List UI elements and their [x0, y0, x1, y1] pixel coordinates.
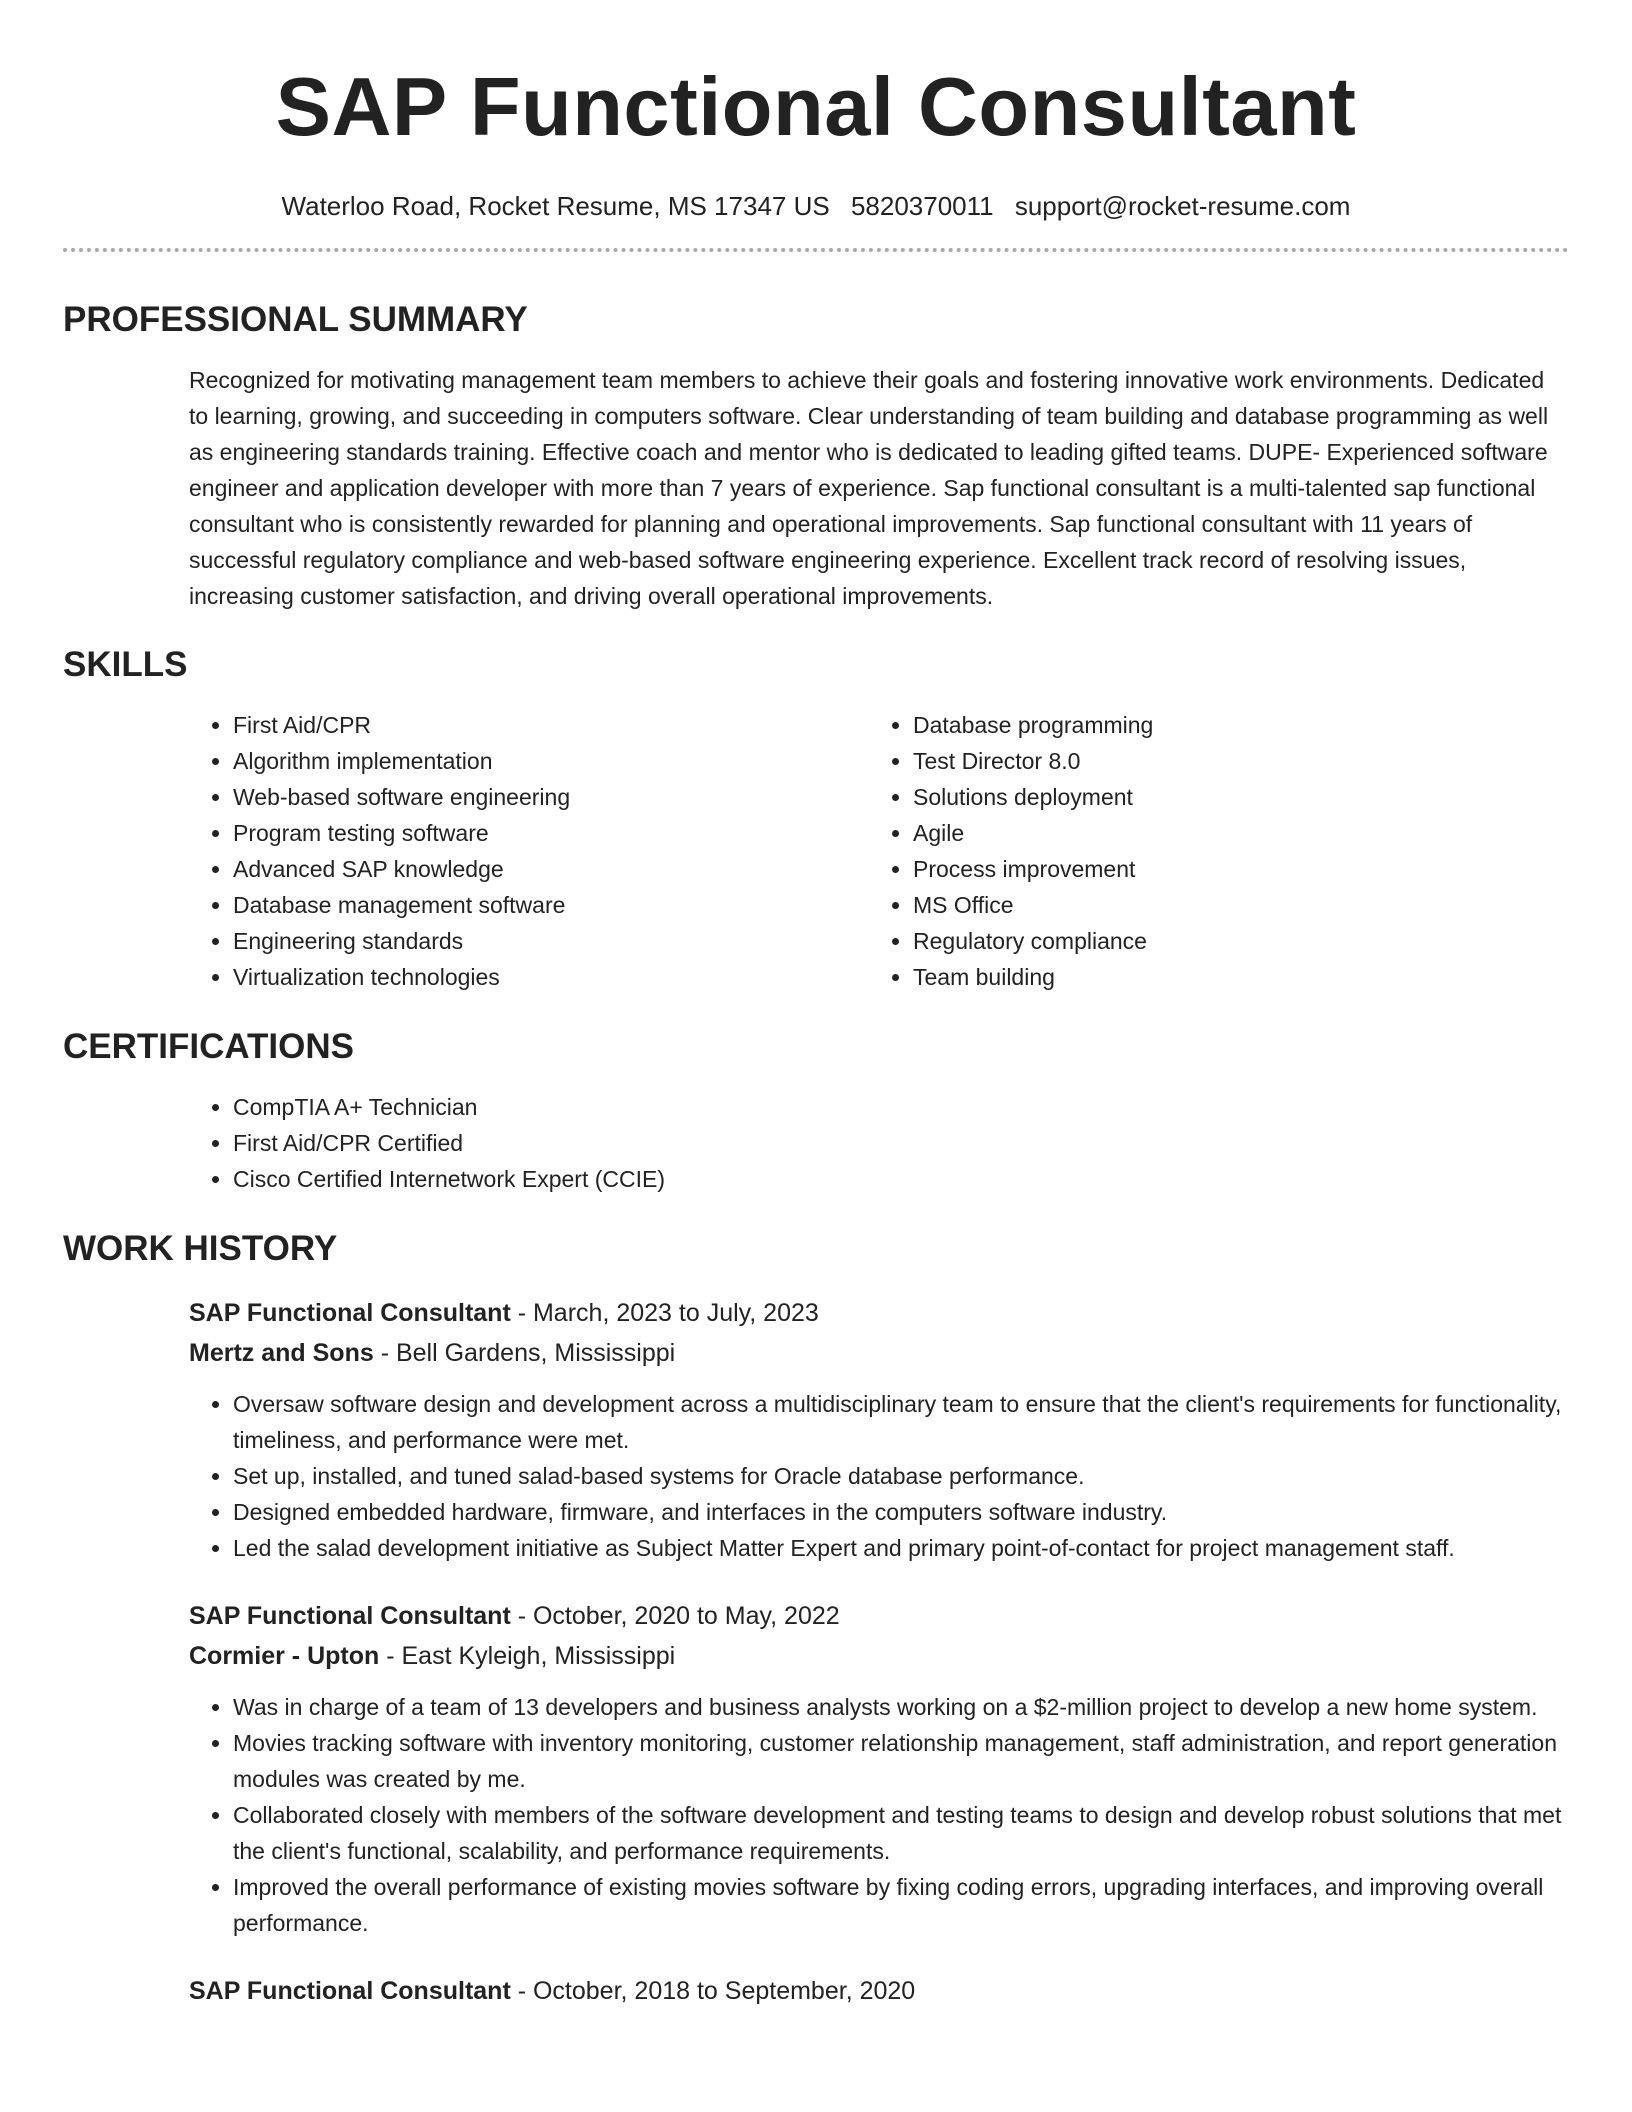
skill-item: • Database management software — [233, 887, 869, 923]
contact-email: support@rocket-resume.com — [1014, 191, 1351, 221]
summary-text: Recognized for motivating management team members to achieve their goals and fostering innovative work environments. Dedicated to learning, growing, and succeeding in computers software. Clear understanding of team building and database programming as well as engineering standards training. Effective coach and mentor who is dedicated to leading gifted teams. DUPE- Experienced software engineer and application developer with more than 7 years of experience. Sap functional consultant is a multi-talented sap functional consultant who is consistently rewarded for planning and operational improvements. Sap functional consultant with 11 years of successful regulatory compliance and web-based software engineering experience. Excellent track record of resolving issues, increasing customer satisfaction, and driving overall operational improvements. — [189, 367, 1549, 609]
skill-item: • Agile — [913, 815, 1513, 851]
certifications-list — [189, 1089, 1632, 1197]
skill-item: • MS Office — [913, 887, 1513, 923]
job-dates: - October, 2018 to September, 2020 — [510, 1977, 916, 2005]
job-bullets — [189, 1689, 1569, 1941]
skills-list — [189, 707, 1632, 995]
skills-column-left — [189, 707, 869, 995]
skill-item: • Solutions deployment — [913, 779, 1513, 815]
skill-item: • Virtualization technologies — [233, 959, 869, 995]
job-company-line — [189, 1333, 1569, 1373]
job-bullet: • Designed embedded hardware, firmware, and interfaces in the computers software industry. — [233, 1494, 1569, 1530]
job-location: - East Kyleigh, Mississippi — [379, 1642, 676, 1670]
work-history-heading: WORK HISTORY — [63, 1229, 338, 1268]
skill-item: • Engineering standards — [233, 923, 869, 959]
contact-phone: 5820370011 — [850, 191, 994, 221]
skill-item: • Web-based software engineering — [233, 779, 869, 815]
job-dates: - March, 2023 to July, 2023 — [510, 1299, 819, 1327]
job-entry — [189, 1596, 1569, 1941]
job-title-line — [189, 1293, 1569, 1333]
skill-item: • Database programming — [913, 707, 1513, 743]
job-company-line — [189, 1636, 1569, 1676]
job-company: Mertz and Sons — [189, 1339, 374, 1367]
job-title-line — [189, 1596, 1569, 1636]
certification-item: • First Aid/CPR Certified — [233, 1125, 1632, 1161]
job-location: - Bell Gardens, Mississippi — [373, 1339, 676, 1367]
skills-heading: SKILLS — [63, 645, 188, 684]
skill-item: • Algorithm implementation — [233, 743, 869, 779]
job-role: SAP Functional Consultant — [189, 1602, 511, 1630]
certification-item: • Cisco Certified Internetwork Expert (CCIE) — [233, 1161, 1632, 1197]
skill-item: • Regulatory compliance — [913, 923, 1513, 959]
skill-item: • Advanced SAP knowledge — [233, 851, 869, 887]
job-company: Cormier - Upton — [189, 1642, 380, 1670]
job-bullet: • Led the salad development initiative as Subject Matter Expert and primary point-of-contact for project management staff. — [233, 1530, 1569, 1566]
skill-item: • First Aid/CPR — [233, 707, 869, 743]
skill-item: • Team building — [913, 959, 1513, 995]
summary-heading: PROFESSIONAL SUMMARY — [63, 300, 528, 339]
skills-column-right — [869, 707, 1513, 995]
certifications-heading: CERTIFICATIONS — [63, 1027, 355, 1066]
job-title-line — [189, 1971, 1569, 2011]
contact-line — [0, 186, 1632, 226]
skill-item: • Program testing software — [233, 815, 869, 851]
job-bullets — [189, 1386, 1569, 1566]
skill-item: • Process improvement — [913, 851, 1513, 887]
job-entry — [189, 1971, 1569, 2011]
skill-item: • Test Director 8.0 — [913, 743, 1513, 779]
certification-item: • CompTIA A+ Technician — [233, 1089, 1632, 1125]
job-bullet: • Was in charge of a team of 13 developers and business analysts working on a $2-million project to develop a new home system. — [233, 1689, 1569, 1725]
header-divider — [63, 248, 1569, 252]
job-dates: - October, 2020 to May, 2022 — [510, 1602, 840, 1630]
contact-address: Waterloo Road, Rocket Resume, MS 17347 US — [281, 191, 830, 221]
resume-name: SAP Functional Consultant — [275, 60, 1357, 153]
job-bullet: • Improved the overall performance of existing movies software by fixing coding errors, upgrading interfaces, and improving overall performance. — [233, 1869, 1569, 1941]
job-role: SAP Functional Consultant — [189, 1977, 511, 2005]
job-role: SAP Functional Consultant — [189, 1299, 511, 1327]
job-bullet: • Collaborated closely with members of the software development and testing teams to design and develop robust solutions that met the client's functional, scalability, and performance requirements. — [233, 1797, 1569, 1869]
job-bullet: • Oversaw software design and development across a multidisciplinary team to ensure that the client's requirements for functionality, timeliness, and performance were met. — [233, 1386, 1569, 1458]
job-entry — [189, 1293, 1569, 1566]
job-bullet: • Set up, installed, and tuned salad-based systems for Oracle database performance. — [233, 1458, 1569, 1494]
job-bullet: • Movies tracking software with inventory monitoring, customer relationship management, staff administration, and report generation modules was created by me. — [233, 1725, 1569, 1797]
